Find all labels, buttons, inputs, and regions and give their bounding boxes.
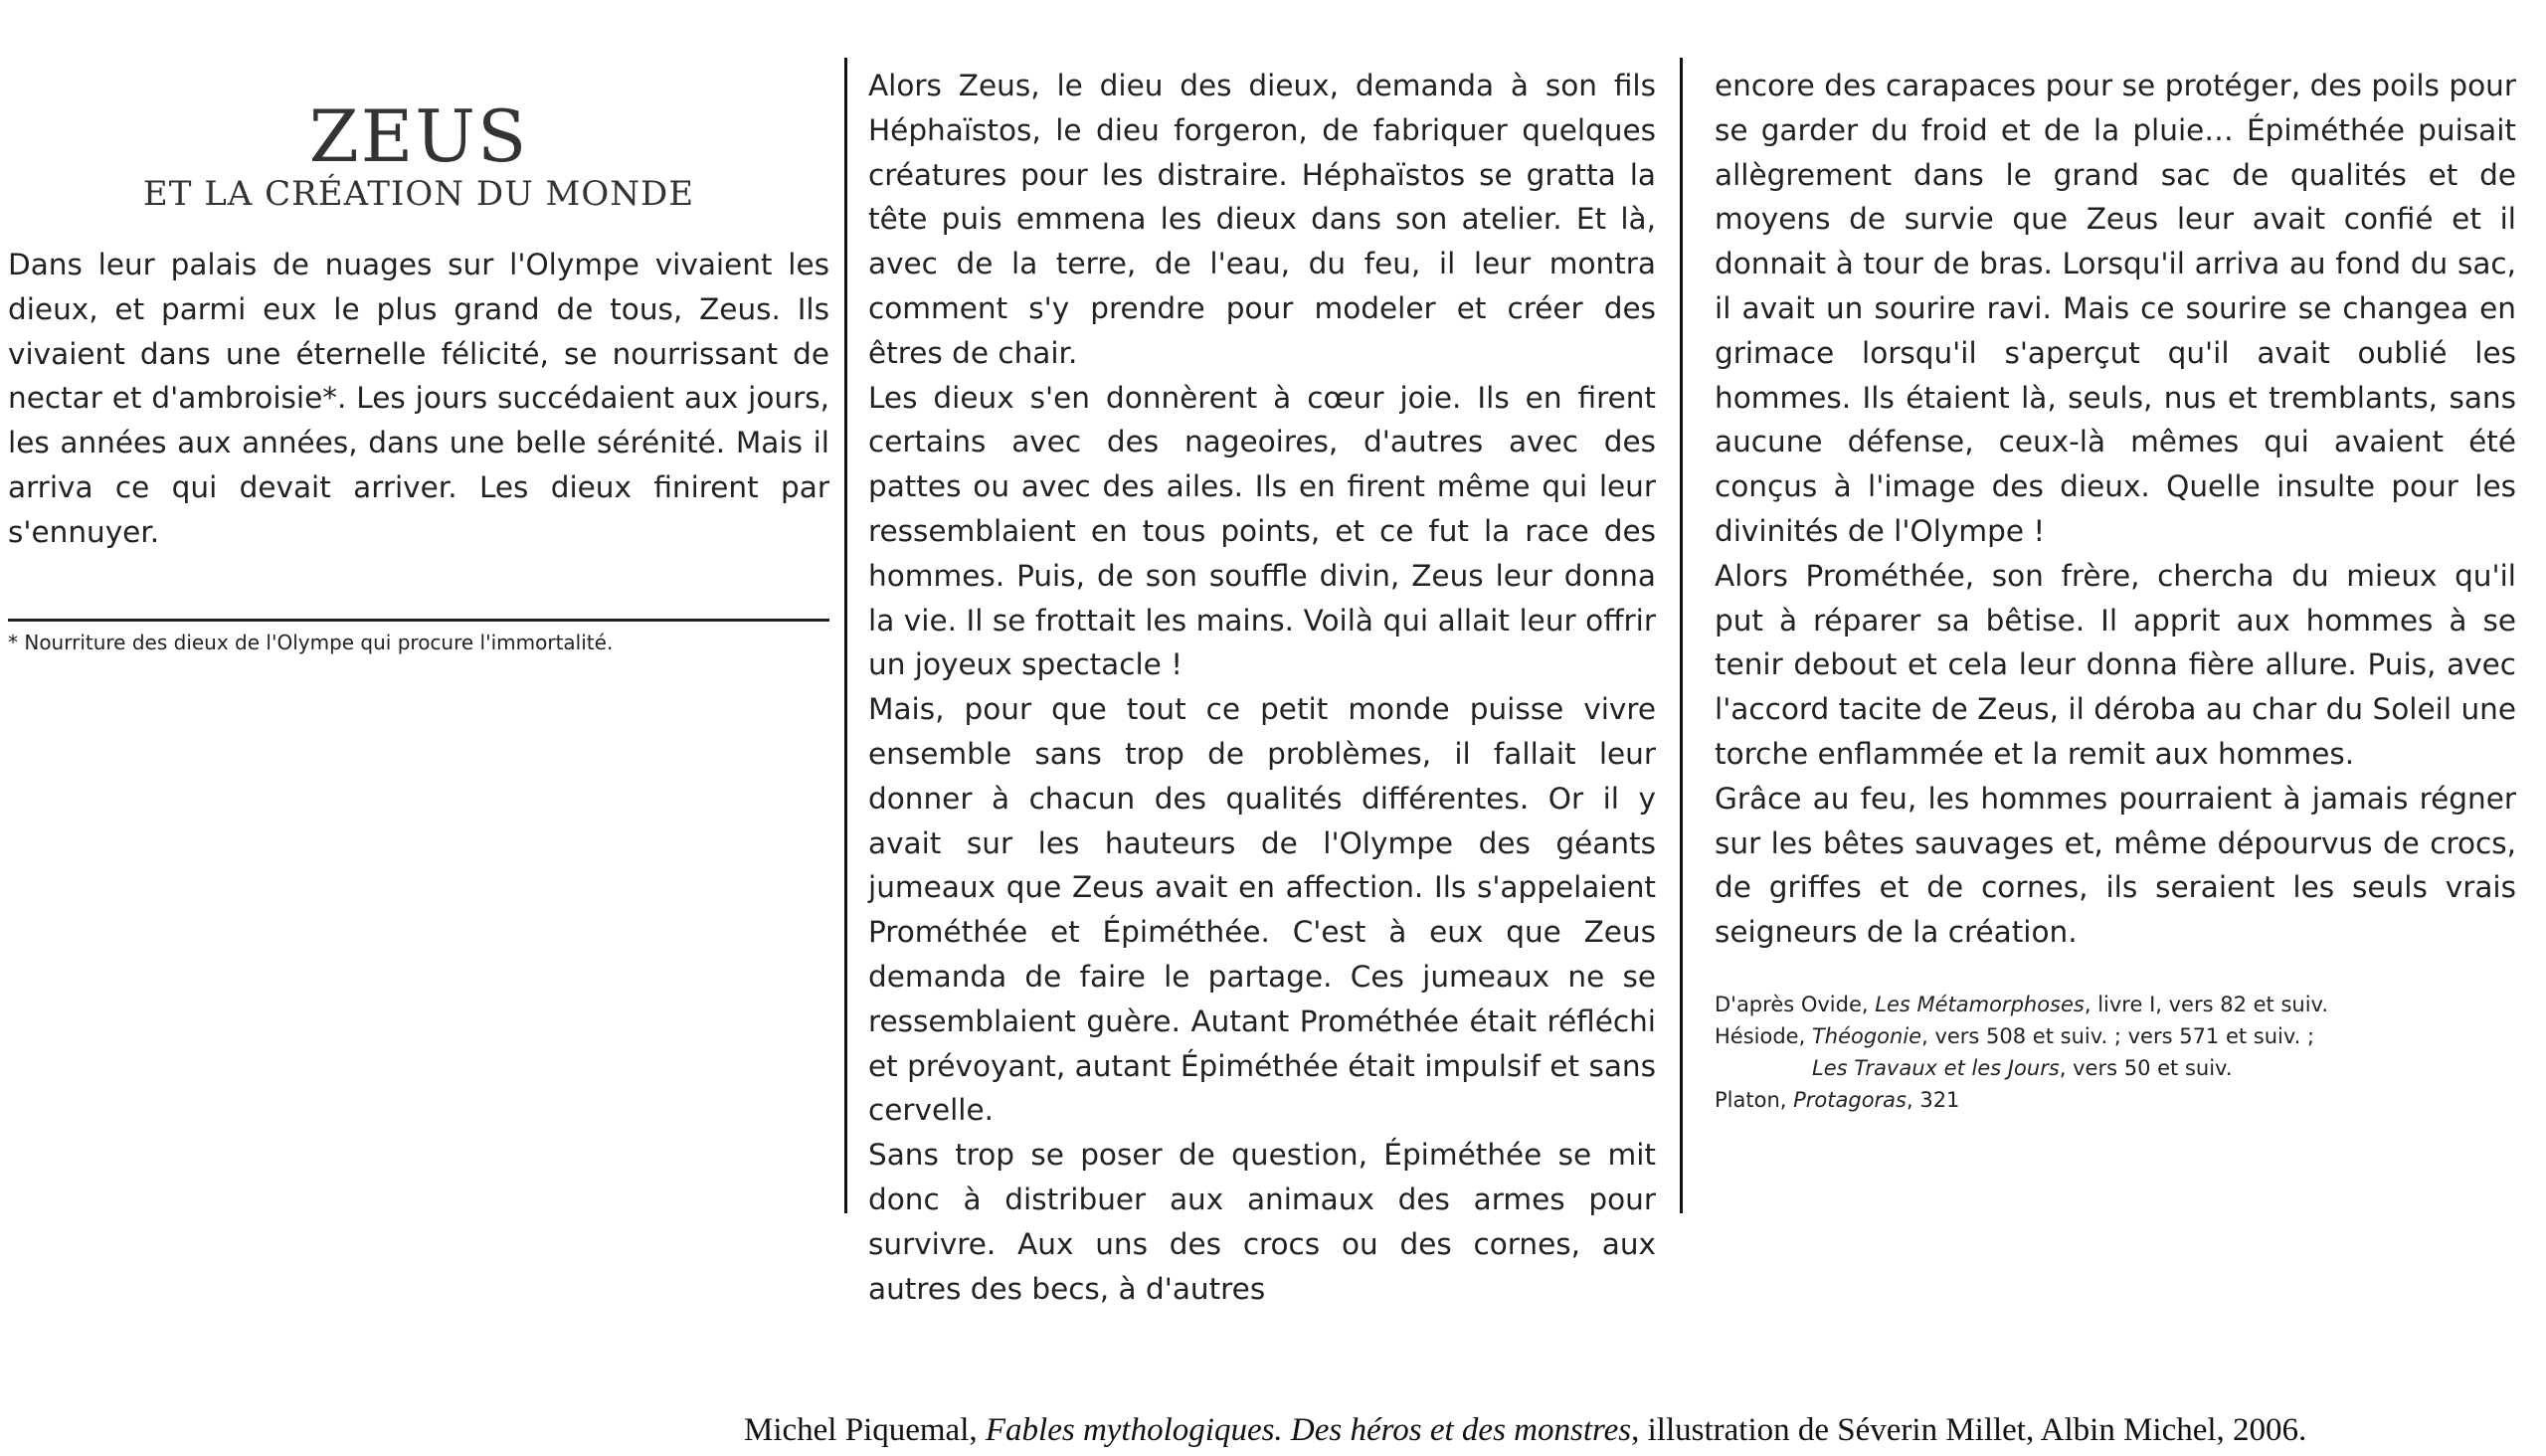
story-paragraph: Mais, pour que tout ce petit monde puisse vivre ensemble sans trop de problèmes, il fallait leur donner à chacun des qualités différentes. Or il y avait sur les hauteurs de l'Olympe des géants jumeaux que Zeus avait en affection. Ils s'appelaient Prométhée et Épiméthée. C'est à eux que Zeus demanda de faire le partage. Ces jumeaux ne se ressemblaient guère. Autant Prométhée était réfléchi et prévoyant, autant Épiméthée était impulsif et sans cervelle. bbox=[868, 692, 1656, 1128]
intro-paragraph: Dans leur palais de nuages sur l'Olympe vivaient les dieux, et parmi eux le plus grand de tous, Zeus. Ils vivaient dans une éternelle félicité, se nourrissant de nectar et d'ambroisie*. Les jours succédaient aux jours, les années aux années, dans une belle sérénité. Mais il arriva ce qui devait arriver. Les dieux finirent par s'ennuyer. bbox=[8, 248, 829, 549]
page-title: ZEUS bbox=[308, 94, 529, 178]
page-subtitle: ET LA CRÉATION DU MONDE bbox=[142, 174, 695, 214]
sources-list bbox=[1715, 989, 2516, 1116]
column-divider-2 bbox=[1680, 58, 1683, 1213]
story-paragraph: encore des carapaces pour se protéger, des poils pour se garder du froid et de la pluie… Épiméthée puisait allègrement dans le grand sac de qualités et de moyens de survie que Zeus leur avait confié et il donnait à tour de bras. Lorsqu'il arriva au fond du sac, il avait un sourire ravi. Mais ce sourire se changea en grimace lorsqu'il s'aperçut qu'il avait oublié les hommes. Ils étaient là, seuls, nus et tremblants, sans aucune défense, ceux-là mêmes qui avaient été conçus à l'image des dieux. Quelle insulte pour les divinités de l'Olympe ! bbox=[1715, 69, 2516, 548]
story-paragraph: Sans trop se poser de question, Épiméthée se mit donc à distribuer aux animaux des armes pour survivre. Aux uns des crocs ou des cornes, aux autres des becs, à d'autres bbox=[868, 1138, 1656, 1306]
column-3 bbox=[1715, 64, 2516, 1116]
story-paragraph: Les dieux s'en donnèrent à cœur joie. Ils en firent certains avec des nageoires, d'autres avec des pattes ou avec des ailes. Ils en firent même qui leur ressemblaient en tous points, et ce fut la race des hommes. Puis, de son souffle divin, Zeus leur donna la vie. Il se frottait les mains. Voilà qui allait leur offrir un joyeux spectacle ! bbox=[868, 380, 1656, 682]
story-paragraph: Grâce au feu, les hommes pourraient à jamais régner sur les bêtes sauvages et, même dépourvus de crocs, de griffes et de cornes, ils seraient les seuls vrais seigneurs de la création. bbox=[1715, 781, 2516, 950]
title-block bbox=[8, 94, 829, 215]
column-2 bbox=[868, 64, 1656, 1311]
column-1 bbox=[8, 94, 829, 655]
source-hesiode: Hésiode, Théogonie, vers 508 et suiv. ; vers 571 et suiv. ; bbox=[1715, 1023, 2315, 1048]
column-divider-1 bbox=[844, 58, 847, 1213]
story-paragraph: Alors Prométhée, son frère, chercha du mieux qu'il put à réparer sa bêtise. Il apprit aux hommes à se tenir debout et cela leur donna fière allure. Puis, avec l'accord tacite de Zeus, il déroba au char du Soleil une torche enflammée et la remit aux hommes. bbox=[1715, 558, 2516, 771]
source-platon: Platon, Protagoras, 321 bbox=[1715, 1087, 1960, 1112]
footnote-divider bbox=[8, 619, 829, 622]
source-hesiode-continued: Les Travaux et les Jours, vers 50 et suiv. bbox=[1812, 1055, 2233, 1080]
source-ovide: D'après Ovide, Les Métamorphoses, livre I, vers 82 et suiv. bbox=[1715, 992, 2328, 1016]
footnote: * Nourriture des dieux de l'Olympe qui procure l'immortalité. bbox=[8, 630, 614, 654]
story-paragraph: Alors Zeus, le dieu des dieux, demanda à son fils Héphaïstos, le dieu forgeron, de fabriquer quelques créatures pour les distraire. Héphaïstos se gratta la tête puis emmena les dieux dans son atelier. Et là, avec de la terre, de l'eau, du feu, il leur montra comment s'y prendre pour modeler et créer des êtres de chair. bbox=[868, 69, 1656, 370]
book-credit: Michel Piquemal, Fables mythologiques. Des héros et des monstres, illustration de Séverin Millet, Albin Michel, 2006. bbox=[744, 1412, 2307, 1448]
